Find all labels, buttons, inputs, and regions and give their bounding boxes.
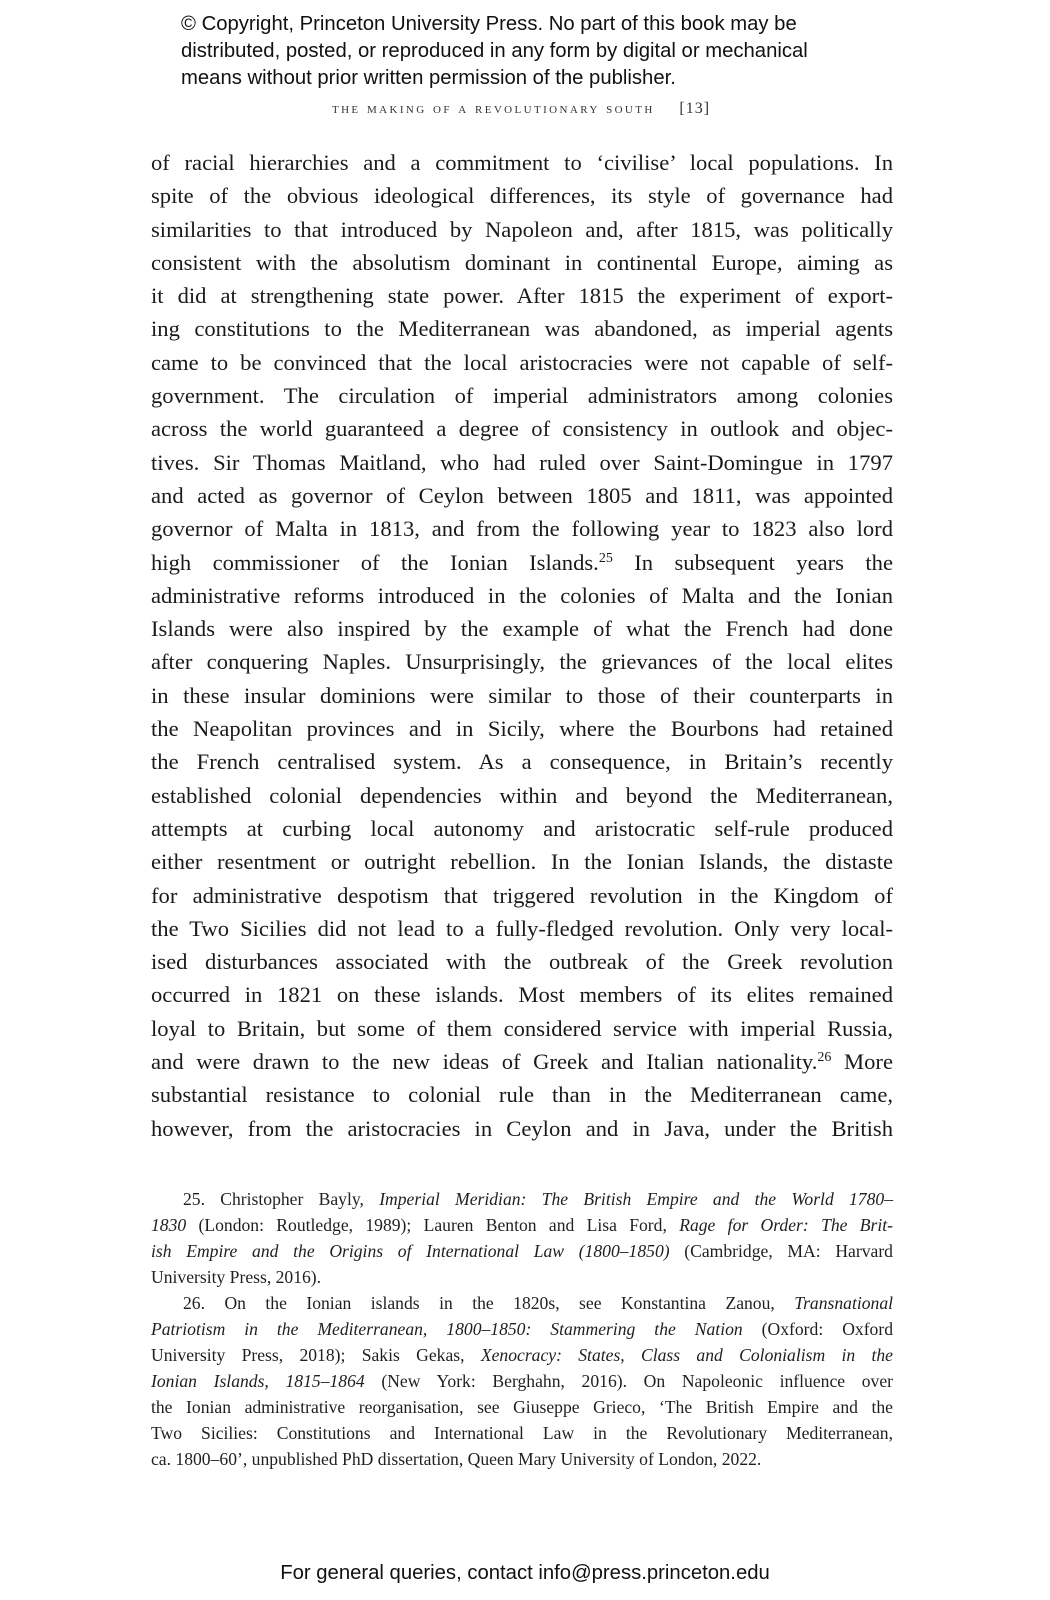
text-line: either resentment or outright rebellion. In the Ionian Islands, the distaste bbox=[151, 849, 893, 875]
footnote-line bbox=[151, 1342, 893, 1368]
footer-contact: For general queries, contact info@press.princeton.edu bbox=[280, 1562, 770, 1584]
footnote-line bbox=[151, 1238, 893, 1264]
text-line: came to be convinced that the local aristocracies were not capable of self- bbox=[151, 349, 893, 375]
footnote-25 bbox=[151, 1186, 893, 1290]
text-segment: In subsequent years the bbox=[634, 549, 893, 575]
footnote-line bbox=[151, 1420, 893, 1446]
footnote-text: ca. 1800–60’, unpublished PhD dissertation, Queen Mary University of London, 2022. bbox=[151, 1449, 762, 1469]
text-segment: and were drawn to the new ideas of Greek and Italian nationality. bbox=[151, 1049, 818, 1075]
text-line: tives. Sir Thomas Maitland, who had ruled over Saint-Domingue in 1797 bbox=[151, 449, 893, 475]
copyright-line: distributed, posted, or reproduced in any form by digital or mechanical bbox=[181, 40, 808, 62]
text-line: of racial hierarchies and a commitment to ‘civilise’ local populations. In bbox=[151, 150, 893, 175]
text-line: and acted as governor of Ceylon between 1805 and 1811, was appointed bbox=[151, 482, 893, 508]
text-line: governor of Malta in 1813, and from the following year to 1823 also lord bbox=[151, 516, 893, 542]
text-line: in these insular dominions were similar to those of their counterparts in bbox=[151, 682, 893, 708]
text-line-with-footnote bbox=[151, 1045, 893, 1078]
running-head bbox=[150, 100, 892, 118]
body-text bbox=[151, 146, 893, 1145]
footnote-26 bbox=[151, 1290, 893, 1472]
footnote-title: Rage for Order: The Brit- bbox=[679, 1215, 894, 1235]
footnote-text: the Ionian administrative reorganisation, see Giuseppe Grieco, ‘The British Empire and the bbox=[151, 1397, 893, 1417]
text-segment: More bbox=[844, 1049, 893, 1075]
text-line: ing constitutions to the Mediterranean was abandoned, as imperial agents bbox=[151, 316, 893, 342]
text-segment: high commissioner of the Ionian Islands. bbox=[151, 549, 599, 575]
text-line: established colonial dependencies within and beyond the Mediterranean, bbox=[151, 782, 893, 808]
footnote-line bbox=[151, 1394, 893, 1420]
page-number: [13] bbox=[679, 100, 711, 117]
text-line: however, from the aristocracies in Ceylon and in Java, under the British bbox=[151, 1115, 893, 1141]
running-head-title: the making of a revolutionary south bbox=[331, 100, 655, 117]
copyright-line: means without prior written permission of the publisher. bbox=[181, 67, 676, 89]
footnote-title: Ionian Islands, 1815–1864 bbox=[151, 1371, 365, 1391]
footnote-line bbox=[151, 1186, 893, 1212]
text-line: for administrative despotism that triggered revolution in the Kingdom of bbox=[151, 882, 893, 908]
text-line: the Two Sicilies did not lead to a fully-fledged revolution. Only very local- bbox=[151, 915, 893, 941]
footnote-title: 1830 bbox=[151, 1215, 187, 1235]
footnote-line bbox=[151, 1368, 893, 1394]
text-line: occurred in 1821 on these islands. Most members of its elites remained bbox=[151, 982, 893, 1008]
footnote-ref-25[interactable]: 25 bbox=[598, 550, 613, 566]
text-line-with-footnote bbox=[151, 546, 893, 579]
text-line: consistent with the absolutism dominant in continental Europe, aiming as bbox=[151, 249, 893, 275]
text-line: government. The circulation of imperial administrators among colonies bbox=[151, 383, 893, 409]
text-line: the Neapolitan provinces and in Sicily, where the Bourbons had retained bbox=[151, 716, 893, 742]
footnote-title: Patriotism in the Mediterranean, 1800–1850: Stammering the Nation bbox=[151, 1319, 743, 1339]
footnote-line bbox=[151, 1212, 893, 1238]
text-line: ised disturbances associated with the outbreak of the Greek revolution bbox=[151, 949, 893, 975]
text-line: substantial resistance to colonial rule than in the Mediterranean came, bbox=[151, 1082, 893, 1108]
copyright-notice bbox=[181, 11, 901, 92]
footnote-text: 25. Christopher Bayly, bbox=[183, 1189, 380, 1209]
footnote-line bbox=[151, 1446, 893, 1472]
text-line: spite of the obvious ideological differences, its style of governance had bbox=[151, 183, 893, 209]
text-line: loyal to Britain, but some of them considered service with imperial Russia, bbox=[151, 1015, 893, 1041]
text-line: attempts at curbing local autonomy and aristocratic self-rule produced bbox=[151, 815, 893, 841]
footnote-text: University Press, 2016). bbox=[151, 1267, 322, 1287]
footnote-line bbox=[151, 1264, 893, 1290]
text-line: it did at strengthening state power. After 1815 the experiment of export- bbox=[151, 283, 893, 309]
text-line: administrative reforms introduced in the colonies of Malta and the Ionian bbox=[151, 582, 893, 608]
text-line: similarities to that introduced by Napoleon and, after 1815, was politically bbox=[151, 216, 893, 242]
footnote-text: Two Sicilies: Constitutions and International Law in the Revolutionary Mediterranean, bbox=[151, 1423, 893, 1443]
footnote-title: Xenocracy: States, Class and Colonialism in the bbox=[480, 1345, 893, 1365]
copyright-line: © Copyright, Princeton University Press. No part of this book may be bbox=[181, 13, 797, 35]
footnote-text: (New York: Berghahn, 2016). On Napoleonic influence over bbox=[364, 1371, 893, 1391]
footnote-title: ish Empire and the Origins of International Law (1800–1850) bbox=[151, 1241, 670, 1261]
text-line: the French centralised system. As a consequence, in Britain’s recently bbox=[151, 749, 893, 775]
text-line: after conquering Naples. Unsurprisingly, the grievances of the local elites bbox=[151, 649, 893, 675]
footnote-text: 26. On the Ionian islands in the 1820s, see Konstantina Zanou, bbox=[183, 1293, 795, 1313]
text-line: across the world guaranteed a degree of consistency in outlook and objec- bbox=[151, 416, 893, 442]
text-line: Islands were also inspired by the example of what the French had done bbox=[151, 616, 893, 642]
footnote-text: (Oxford: Oxford bbox=[742, 1319, 894, 1339]
footnote-title: Imperial Meridian: The British Empire and the World 1780– bbox=[379, 1189, 893, 1209]
footnote-line bbox=[151, 1290, 893, 1316]
footnote-title: Transnational bbox=[794, 1293, 893, 1313]
footnote-text: (London: Routledge, 1989); Lauren Benton and Lisa Ford, bbox=[186, 1215, 680, 1235]
footnote-text: University Press, 2018); Sakis Gekas, bbox=[151, 1345, 481, 1365]
footnote-ref-26[interactable]: 26 bbox=[817, 1050, 832, 1066]
footnotes bbox=[151, 1186, 893, 1472]
footnote-text: (Cambridge, MA: Harvard bbox=[669, 1241, 893, 1261]
footnote-line bbox=[151, 1316, 893, 1342]
